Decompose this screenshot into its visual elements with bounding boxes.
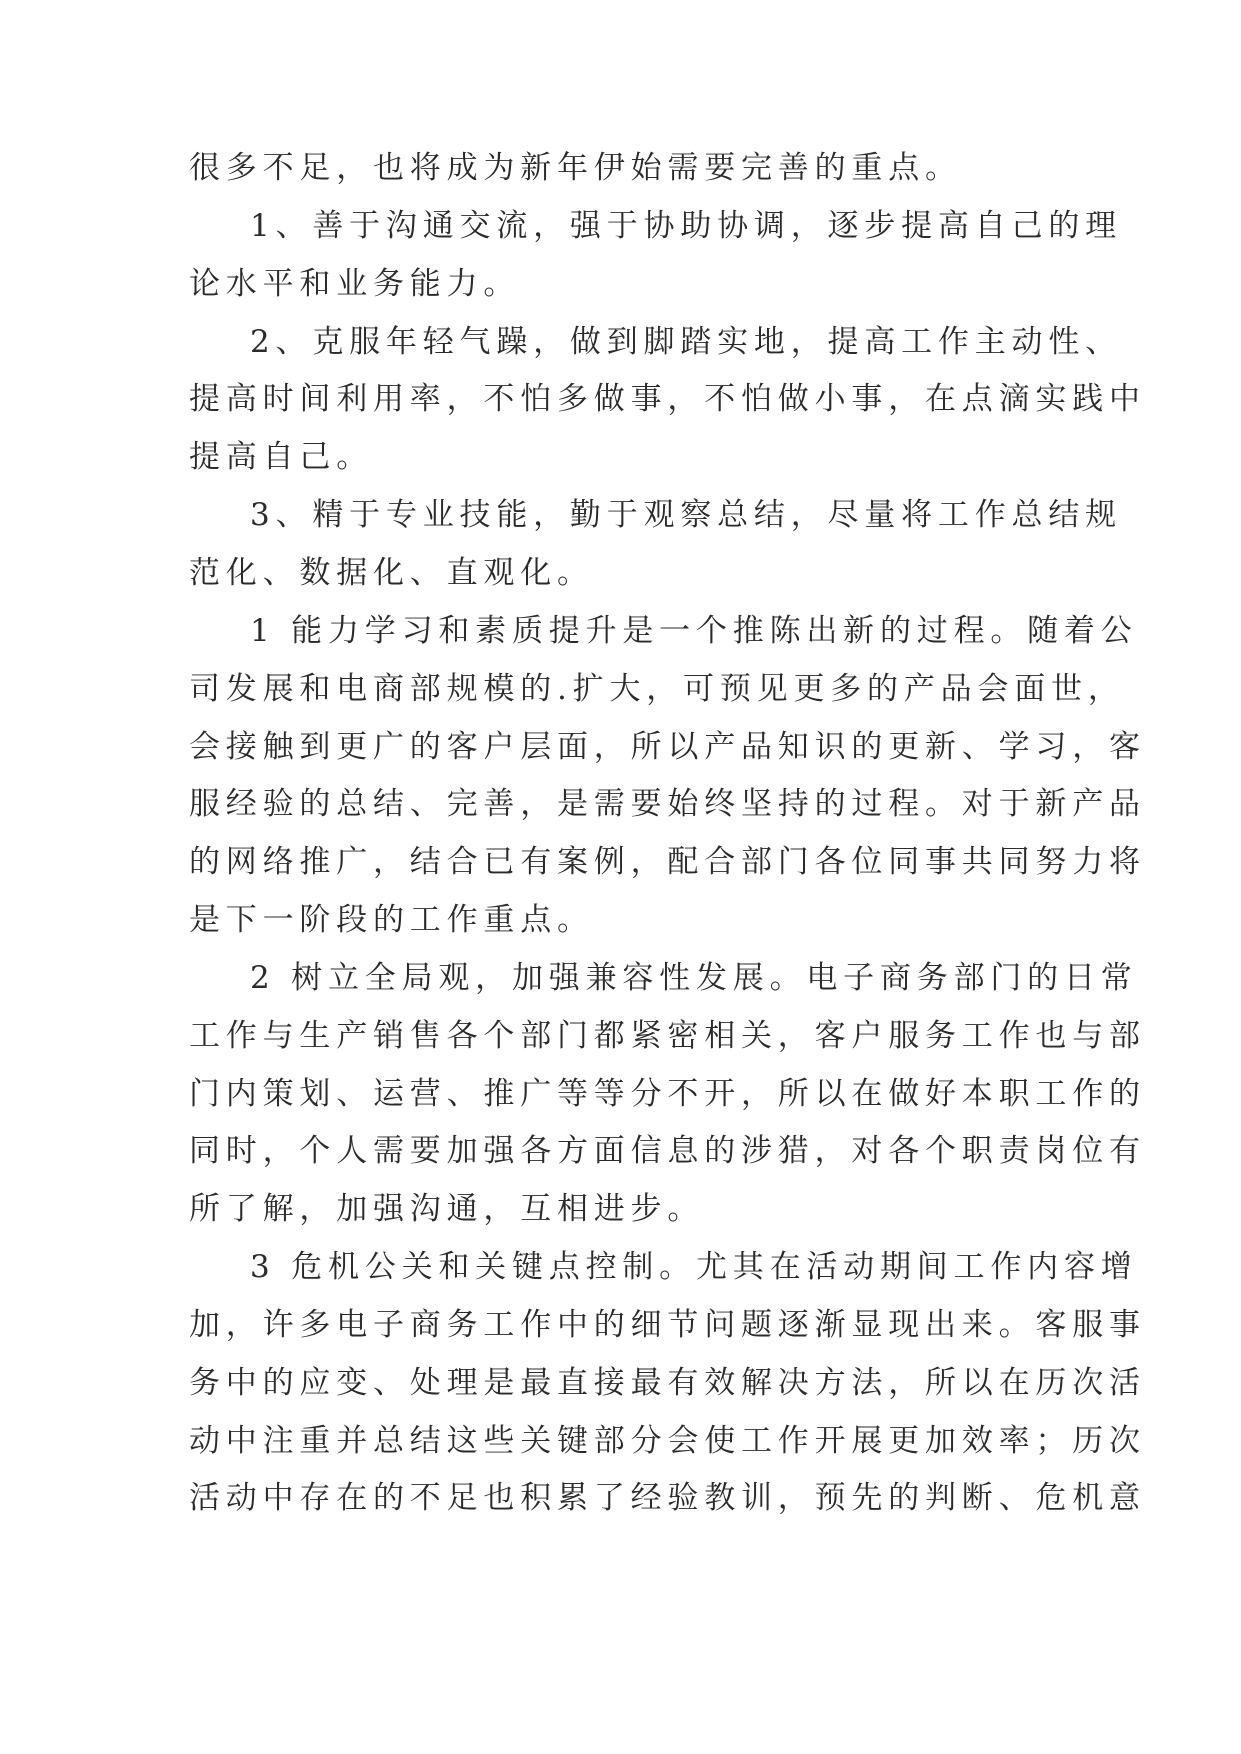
text-line: 提高自己。 <box>189 439 373 475</box>
text-line: 是下一阶段的工作重点。 <box>189 902 594 938</box>
text-line: 会接触到更广的客户层面，所以产品知识的更新、学习，客 <box>189 729 1146 765</box>
text-line: 活动中存在的不足也积累了经验教训，预先的判断、危机意 <box>189 1480 1146 1516</box>
text-line: 门内策划、运营、推广等等分不开，所以在做好本职工作的 <box>189 1076 1146 1112</box>
text-line: 很多不足，也将成为新年伊始需要完善的重点。 <box>189 150 962 186</box>
text-line: 的网络推广，结合已有案例，配合部门各位同事共同努力将 <box>189 844 1146 880</box>
text-line: 范化、数据化、直观化。 <box>189 555 594 591</box>
text-line: 论水平和业务能力。 <box>189 266 521 302</box>
text-line: 服经验的总结、完善，是需要始终坚持的过程。对于新产品 <box>189 786 1146 822</box>
text-line: 加，许多电子商务工作中的细节问题逐渐显现出来。客服事 <box>189 1307 1146 1343</box>
text-line: 司发展和电商部规模的.扩大，可预见更多的产品会面世， <box>189 671 1125 707</box>
paragraph-3-line: 3 危机公关和关键点控制。尤其在活动期间工作内容增 <box>250 1249 1138 1285</box>
paragraph-2-line: 2 树立全局观，加强兼容性发展。电子商务部门的日常 <box>250 960 1138 996</box>
text-line: 工作与生产销售各个部门都紧密相关，客户服务工作也与部 <box>189 1018 1146 1054</box>
text-line: 动中注重并总结这些关键部分会使工作开展更加效率；历次 <box>189 1423 1146 1459</box>
text-line: 所了解，加强沟通，互相进步。 <box>189 1191 705 1227</box>
text-line: 提高时间利用率，不怕多做事，不怕做小事，在点滴实践中 <box>189 381 1146 417</box>
list-item-1-line: 1、善于沟通交流，强于协助协调，逐步提高自己的理 <box>250 208 1122 244</box>
list-item-2-line: 2、克服年轻气躁，做到脚踏实地，提高工作主动性、 <box>250 324 1122 360</box>
text-line: 同时，个人需要加强各方面信息的涉猎，对各个职责岗位有 <box>189 1133 1146 1169</box>
paragraph-1-line: 1 能力学习和素质提升是一个推陈出新的过程。随着公 <box>250 613 1138 649</box>
list-item-3-line: 3、精于专业技能，勤于观察总结，尽量将工作总结规 <box>250 497 1122 533</box>
text-line: 务中的应变、处理是最直接最有效解决方法，所以在历次活 <box>189 1365 1146 1401</box>
